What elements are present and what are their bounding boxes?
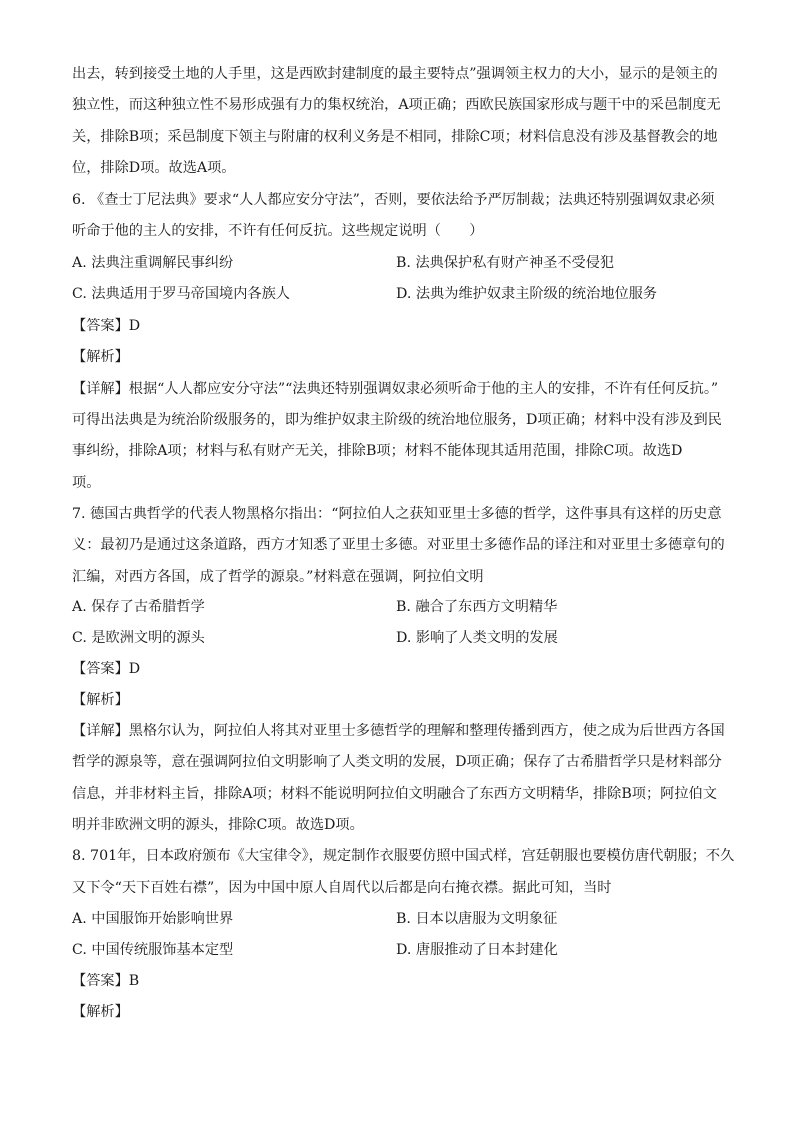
question-8-option-c: C. 中国传统服饰基本定型: [72, 942, 234, 958]
question-8-analysis-label: 【解析】: [72, 1004, 129, 1020]
question-6-option-b: B. 法典保护私有财产神圣不受侵犯: [396, 255, 615, 271]
question-7-option-c: C. 是欧洲文明的源头: [72, 630, 205, 646]
question-7-detail: 信息，并非材料主旨，排除A项；材料不能说明阿拉伯文明融合了东西方文明精华，排除B项；阿拉伯文: [72, 786, 717, 802]
question-6-detail: 事纠纷，排除A项；材料与私有财产无关，排除B项；材料不能体现其适用范围，排除C项。故选D: [72, 443, 683, 459]
question-7-detail: 【详解】黑格尔认为，阿拉伯人将其对亚里士多德哲学的理解和整理传播到西方，使之成为后世西方各国: [72, 723, 725, 739]
question-6-detail: 【详解】根据“人人都应安分守法”“法典还特别强调奴隶必须听命于他的主人的安排，不许有任何反抗。”: [72, 381, 719, 397]
question-6-option-c: C. 法典适用于罗马帝国境内各族人: [72, 286, 290, 302]
question-6-detail: 项。: [72, 475, 101, 491]
question-8-option-d: D. 唐服推动了日本封建化: [396, 942, 558, 958]
question-8-option-b: B. 日本以唐服为文明象征: [396, 911, 558, 927]
question-8-option-a: A. 中国服饰开始影响世界: [72, 911, 234, 927]
question-6-option-d: D. 法典为维护奴隶主阶级的统治地位服务: [396, 286, 658, 302]
question-8-answer: 【答案】B: [72, 973, 140, 989]
question-6-answer: 【答案】D: [72, 318, 141, 334]
question-6-analysis-label: 【解析】: [72, 349, 129, 365]
question-7-detail: 明并非欧洲文明的源头，排除C项。故选D项。: [72, 817, 364, 833]
intro-line: 独立性，而这种独立性不易形成强有力的集权统治，A项正确；西欧民族国家形成与题干中的采邑制度无: [72, 97, 721, 113]
question-6-stem: 6. 《查士丁尼法典》要求“人人都应安分守法”，否则，要依法给予严厉制裁；法典还特别强调奴隶必须: [72, 192, 715, 208]
question-7-analysis-label: 【解析】: [72, 692, 129, 708]
question-6-stem: 听命于他的主人的安排，不许有任何反抗。这些规定说明（ ）: [72, 223, 484, 239]
question-7-answer: 【答案】D: [72, 661, 141, 677]
intro-line: 位，排除D项。故选A项。: [72, 160, 236, 176]
question-8-stem: 8. 701年，日本政府颁布《大宝律令》，规定制作衣服要仿照中国式样，宫廷朝服也要模仿唐代朝服；不久: [72, 848, 735, 864]
question-7-stem: 汇编，对西方各国，成了哲学的源泉。”材料意在强调，阿拉伯文明: [72, 569, 484, 585]
question-7-detail: 哲学的源泉等，意在强调阿拉伯文明影响了人类文明的发展，D项正确；保存了古希腊哲学只是材料部分: [72, 754, 722, 770]
question-7-stem: 7. 德国古典哲学的代表人物黑格尔指出：“阿拉伯人之获知亚里士多德的哲学，这件事具有这样的历史意: [72, 506, 722, 522]
intro-line: 出去，转到接受土地的人手里，这是西欧封建制度的最主要特点”强调领主权力的大小，显示的是领主的: [72, 66, 718, 82]
question-7-option-b: B. 融合了东西方文明精华: [396, 599, 558, 615]
question-7-option-d: D. 影响了人类文明的发展: [396, 630, 558, 646]
question-8-stem: 又下令“天下百姓右襟”，因为中国中原人自周代以后都是向右掩衣襟。据此可知，当时: [72, 880, 612, 896]
question-6-detail: 可得出法典是为统治阶级服务的，即为维护奴隶主阶级的统治地位服务，D项正确；材料中没有涉及到民: [72, 412, 722, 428]
question-7-stem: 义：最初乃是通过这条道路，西方才知悉了亚里士多德。对亚里士多德作品的译注和对亚里士多德章句的: [72, 537, 725, 553]
question-7-option-a: A. 保存了古希腊哲学: [72, 599, 205, 615]
intro-line: 关，排除B项；采邑制度下领主与附庸的权利义务是不相同，排除C项；材料信息没有涉及基督教会的地: [72, 129, 718, 145]
question-6-option-a: A. 法典注重调解民事纠纷: [72, 255, 234, 271]
